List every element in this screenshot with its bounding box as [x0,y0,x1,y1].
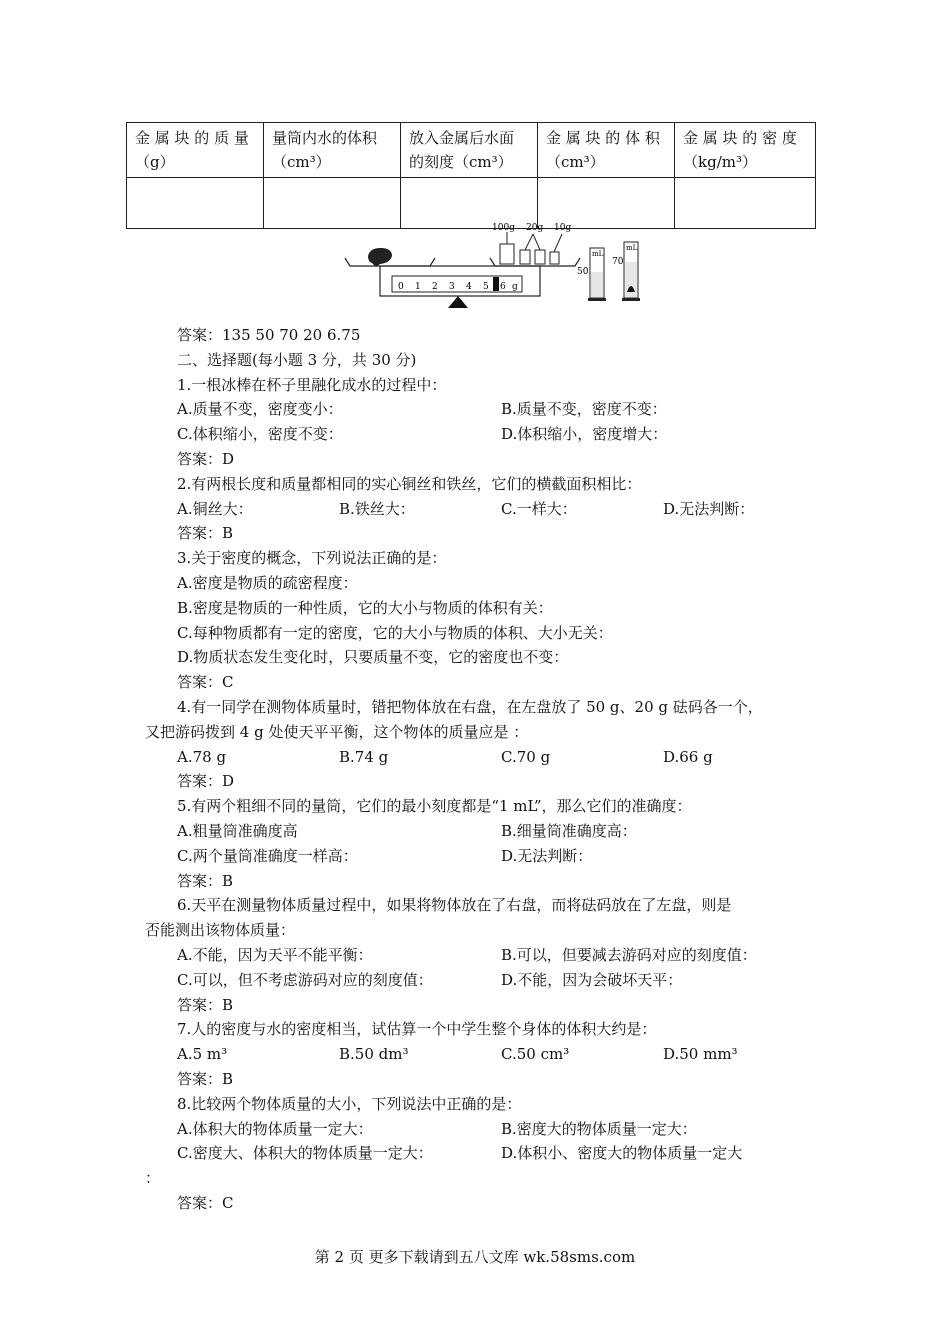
option-c: C.一样大： [501,499,577,518]
header-level-unit: 的刻度（cm³） [409,153,513,171]
header-cell-metal-volume [538,123,675,178]
option-c: C.可以，但不考虑游码对应的刻度值： [177,970,433,989]
weight-label-10g: 10g [554,223,572,233]
weight-pointer [533,234,540,250]
option-d: D.不能，因为会破坏天平： [501,970,683,989]
tick-label: 2 [432,282,438,292]
option-a: A.体积大的物体质量一定大： [177,1119,373,1138]
options-row [145,1117,825,1142]
question-6-line-2: 否能测出该物体质量： [145,921,296,940]
header-cell-mass [127,123,264,178]
option-d: D.体积缩小，密度增大： [501,425,668,444]
tick-label: 6 [500,282,506,292]
answer-line: 答案：C [177,1193,234,1212]
header-cell-density [675,123,816,178]
option-b: B.密度大的物体质量一定大： [501,1119,697,1138]
tick-label: 3 [449,282,455,292]
question-5: 5.有两个粗细不同的量筒，它们的最小刻度都是“1 mL”，那么它们的准确度： [177,797,692,816]
question-list [145,323,825,1216]
weight-20g-b [535,250,545,264]
weight-100g [500,244,514,264]
tick-label: g [512,282,518,292]
option-d: D.66 g [663,747,713,766]
option-d-continuation: ： [145,1169,161,1188]
header-cell-water-level [401,123,538,178]
question-3: 3.关于密度的概念，下列说法正确的是： [177,549,447,568]
answer-line: 答案：B [177,871,234,890]
options-row [145,745,825,770]
option-d: D.50 mm³ [663,1045,738,1064]
answer-line: 答案：D [177,449,235,468]
question-7: 7.人的密度与水的密度相当，试估算一个中学生整个身体的体积大约是： [177,1020,657,1039]
header-water-unit: （cm³） [272,153,331,171]
option-c: C.体积缩小，密度不变： [177,425,343,444]
fulcrum-triangle [448,296,468,308]
option-a: A.质量不变，密度变小： [177,400,343,419]
option-a: A.粗量筒准确度高 [177,821,298,840]
question-8: 8.比较两个物体质量的大小，下列说法中正确的是： [177,1094,522,1113]
cylinder-1-base [588,298,606,301]
page-footer: 第 2 页 更多下载请到五八文库 wk.58sms.com [314,1248,636,1266]
options-row [145,422,825,447]
options-row [145,844,825,869]
option-c: C.两个量筒准确度一样高： [177,846,358,865]
rider-slider [493,277,499,291]
option-b: B.74 g [339,747,389,766]
answer-line: 答案：B [177,1069,234,1088]
table-cell [127,178,264,229]
question-2: 2.有两根长度和质量都相同的实心铜丝和铁丝，它们的横截面积相比： [177,474,642,493]
options-row [145,943,825,968]
question-4-line-2: 又把游码拨到 4 g 处使天平平衡，这个物体的质量应是 ： [145,722,529,741]
option-c: C.密度大、体积大的物体质量一定大： [177,1144,433,1163]
ruler-ticks [398,282,518,292]
option-d: D.无法判断： [501,846,593,865]
options-row [145,968,825,993]
options-row [145,497,825,522]
header-water-label: 量筒内水的体积 [272,129,378,147]
section-heading: 二、选择题(每小题 3 分，共 30 分) [177,350,417,369]
table-header-row [127,123,816,178]
options-row [145,819,825,844]
option-a: A.不能，因为天平不能平衡： [177,945,373,964]
option-d: D.无法判断： [663,499,755,518]
weight-pointer [554,234,562,252]
question-4-line-1: 4.有一同学在测物体质量时，错把物体放在右盘，在左盘放了 50 g、20 g 砝码各一个， [177,697,763,716]
measurement-table [126,122,816,229]
option-d: D.体积小、密度大的物体质量一定大 [501,1144,743,1163]
options-row [145,1141,825,1166]
header-mass-label: 金 属 块 的 质 量 [135,129,249,147]
weight-10g [550,252,559,264]
cylinder-2-unit: mL [626,244,638,252]
header-density-label: 金 属 块 的 密 度 [683,129,797,147]
option-b: B.细量筒准确度高： [501,821,637,840]
option-b: B.密度是物质的一种性质，它的大小与物质的体积有关： [177,598,553,617]
cylinder-1-water [591,272,603,297]
answer-line: 答案：B [177,995,234,1014]
answer-line: 答案：B [177,524,234,543]
cylinder-1-reading: 50 [577,267,589,277]
options-row [145,1042,825,1067]
question-6-line-1: 6.天平在测量物体质量过程中，如果将物体放在了右盘，而将砝码放在了左盘，则是 [177,896,732,915]
header-cell-water-volume [264,123,401,178]
cylinder-2-base [622,298,640,301]
option-a: A.5 m³ [177,1045,228,1064]
option-c: C.每种物质都有一定的密度，它的大小与物质的体积、大小无关： [177,623,613,642]
answer-line: 答案：C [177,673,234,692]
option-a: A.78 g [177,747,227,766]
header-mass-unit: （g） [135,153,175,171]
option-a: A.铜丝大： [177,499,253,518]
answer-line: 答案：D [177,772,235,791]
balance-and-cylinder-diagram [340,220,650,332]
option-b: B.质量不变，密度不变： [501,400,667,419]
header-level-label: 放入金属后水面 [409,129,515,147]
tick-label: 5 [483,282,489,292]
tick-label: 4 [466,282,472,292]
weight-20g-a [520,250,530,264]
header-density-unit: （kg/m³） [683,153,757,171]
cylinder-2-reading: 70 [612,257,624,267]
option-c: C.70 g [501,747,551,766]
header-volume-unit: （cm³） [546,153,605,171]
option-d: D.物质状态发生变化时，只要质量不变，它的密度也不变： [177,648,569,667]
answer-line: 答案：135 50 70 20 6.75 [177,326,361,344]
table-cell [675,178,816,229]
options-row [145,397,825,422]
question-1: 1.一根冰棒在杯子里融化成水的过程中： [177,375,447,394]
option-b: B.可以，但要减去游码对应的刻度值： [501,945,757,964]
weight-label-100g: 100g [492,223,515,233]
metal-block-icon [368,248,392,267]
option-b: B.铁丝大： [339,499,415,518]
cylinder-1-unit: mL [592,250,604,258]
tick-label: 0 [398,282,404,292]
option-c: C.50 cm³ [501,1045,570,1064]
header-volume-label: 金 属 块 的 体 积 [546,129,660,147]
option-a: A.密度是物质的疏密程度： [177,573,358,592]
tick-label: 1 [415,282,421,292]
option-b: B.50 dm³ [339,1045,409,1064]
weight-pointer [525,234,533,250]
weight-label-20g: 20g [526,223,544,233]
